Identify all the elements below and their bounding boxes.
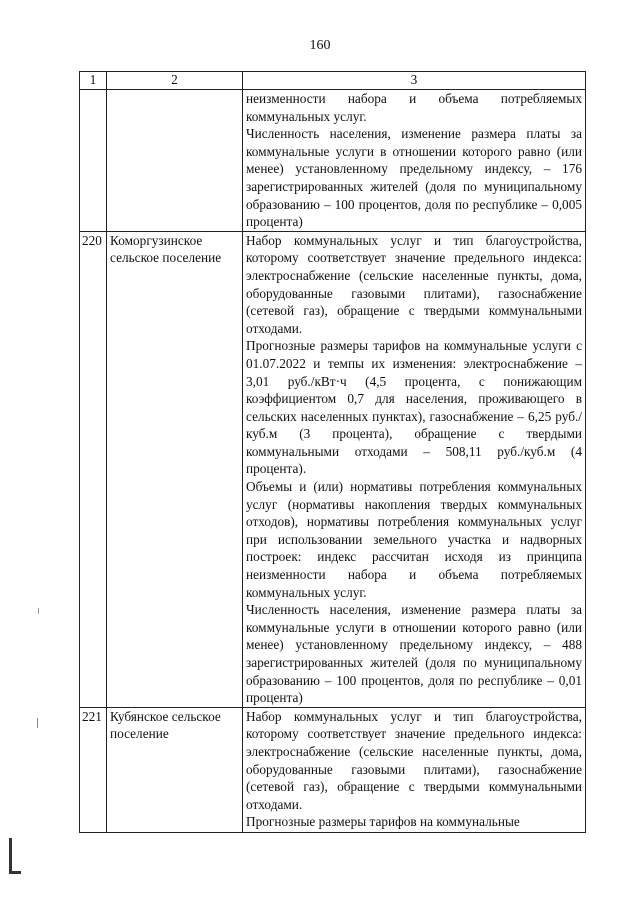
- page-number: 160: [309, 38, 331, 53]
- tariff-table: [79, 71, 586, 833]
- scan-mark: [37, 718, 38, 728]
- municipality-name: Кубянское сельское поселение: [107, 707, 243, 833]
- description-cell: [243, 231, 586, 707]
- scan-mark: [9, 838, 12, 874]
- paragraph: Набор коммунальных услуг и тип благоустройства, которому соответствует значение предельного индекса: электроснабжение (сельские населенные пункты, дома, оборудованные газовыми плитами), газоснабжение (сетевой газ), обращение с твердыми коммунальными отходами.: [246, 232, 582, 336]
- paragraph: Прогнозные размеры тарифов на коммунальные услуги с 01.07.2022 и темпы их изменения: электроснабжение – 3,01 руб./кВт·ч (4,5 процента, с понижающим коэффициентом 0,7 для населения, проживающего в сельских населенных пунктах), газоснабжение – 6,25 руб./куб.м (3 процента), обращение с твердыми коммунальными отходами – 508,11 руб./куб.м (4 процента).: [246, 338, 582, 477]
- municipality-name: Коморгузинское сельское поселение: [107, 231, 243, 707]
- paragraph: Объемы и (или) нормативы потребления коммунальных услуг (нормативы накопления твердых коммунальных отходов), нормативы потребления коммунальных услуг при использовании земельного участка и надворных построек: индекс рассчитан исходя из принципа неизменности набора и объема потребляемых коммунальных услуг.: [246, 479, 582, 600]
- description-cell: [243, 707, 586, 833]
- paragraph: Прогнозные размеры тарифов на коммунальные: [246, 814, 520, 830]
- row-number: 221: [80, 707, 107, 833]
- header-col-1: 1: [80, 72, 107, 90]
- table-row: [80, 707, 586, 833]
- row-number: [80, 90, 107, 232]
- paragraph: неизменности набора и объема потребляемых коммунальных услуг.: [246, 91, 582, 124]
- paragraph: Численность населения, изменение размера платы за коммунальные услуги в отношении которого равно (или менее) установленному предельному индексу, – 488 зарегистрированных жителей (доля по муниципальному образованию – 100 процентов, доля по республике – 0,01 процента): [246, 602, 582, 706]
- description-cell: [243, 90, 586, 232]
- table-row: [80, 90, 586, 232]
- table-row: [80, 231, 586, 707]
- scan-mark: [38, 608, 39, 614]
- municipality-name: [107, 90, 243, 232]
- scan-mark: [9, 871, 21, 874]
- header-col-2: 2: [107, 72, 243, 90]
- paragraph: Набор коммунальных услуг и тип благоустройства, которому соответствует значение предельного индекса: электроснабжение (сельские населенные пункты, дома, оборудованные газовыми плитами), газоснабжение (сетевой газ), обращение с твердыми коммунальными отходами.: [246, 708, 582, 812]
- table-header-row: [80, 72, 586, 90]
- row-number: 220: [80, 231, 107, 707]
- header-col-3: 3: [243, 72, 586, 90]
- paragraph: Численность населения, изменение размера платы за коммунальные услуги в отношении которого равно (или менее) установленному предельному индексу, – 176 зарегистрированных жителей (доля по муниципальному образованию – 100 процентов, доля по республике – 0,005 процента): [246, 126, 582, 230]
